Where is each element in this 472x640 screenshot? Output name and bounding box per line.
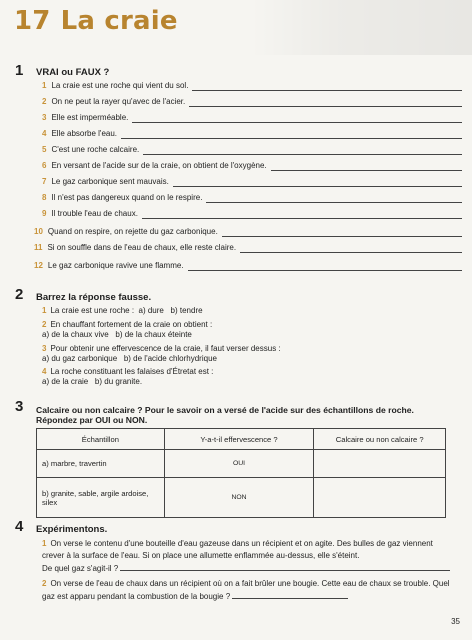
section-4-title: Expérimentons. (36, 524, 108, 535)
item-number: 8 (42, 193, 47, 202)
item-number: 10 (34, 227, 43, 236)
answer-line[interactable] (271, 163, 462, 171)
choice-item-1 (42, 306, 372, 316)
item-text: La craie est une roche qui vient du sol. (51, 81, 189, 90)
answer-line[interactable] (206, 195, 462, 203)
item-text: En versant de l'acide sur de la craie, on obtient de l'oxygène. (51, 161, 267, 170)
experiment-1-text: On verse le contenu d'une bouteille d'eau gazeuse dans un récipient et on agite. Des bulles de gaz viennent crever à la surface de l'eau. Si on place une allumette enflammée au-dessus, elle s'éteint. (42, 539, 433, 560)
section-3-title-line2: Répondez par OUI ou NON. (36, 415, 148, 425)
answer-line[interactable] (240, 245, 462, 253)
table-row (37, 478, 446, 518)
answer-line[interactable] (188, 263, 462, 271)
choice-options[interactable]: a) du gaz carbonique b) de l'acide chlorhydrique (42, 354, 217, 363)
choice-question: La craie est une roche : (50, 306, 135, 315)
vf-item-9 (42, 209, 462, 219)
answer-line[interactable] (173, 179, 462, 187)
col-header-sample: Échantillon (37, 429, 165, 450)
section-3-title-line1: Calcaire ou non calcaire ? Pour le savoir on a versé de l'acide sur des échantillons de roche. (36, 405, 414, 415)
item-number: 2 (42, 579, 47, 588)
show-through-shadow (250, 0, 472, 55)
item-number: 2 (42, 97, 47, 106)
vf-item-1 (42, 81, 462, 91)
section-1-title: VRAI ou FAUX ? (36, 67, 110, 78)
vf-item-11 (34, 243, 462, 253)
answer-line[interactable] (132, 115, 462, 123)
item-text: Elle est imperméable. (51, 113, 129, 122)
vf-item-4 (42, 129, 462, 139)
choice-question: Pour obtenir une effervescence de la craie, il faut verser dessus : (50, 344, 281, 353)
answer-line[interactable] (222, 229, 462, 237)
vf-item-7 (42, 177, 462, 187)
item-number: 1 (42, 81, 47, 90)
effervescence-cell: OUI (164, 450, 314, 478)
item-number: 12 (34, 261, 43, 270)
item-number: 4 (42, 367, 47, 376)
item-text: On ne peut la rayer qu'avec de l'acier. (51, 97, 186, 106)
item-number: 9 (42, 209, 47, 218)
vf-item-5 (42, 145, 462, 155)
item-text: C'est une roche calcaire. (51, 145, 140, 154)
section-1-number: 1 (15, 62, 24, 79)
col-header-effervescence: Y-a-t-il effervescence ? (164, 429, 314, 450)
choice-options[interactable]: a) de la craie b) du granite. (42, 377, 143, 386)
item-number: 1 (42, 306, 47, 315)
experiment-1 (42, 538, 456, 575)
effervescence-cell: NON (164, 478, 314, 518)
answer-line[interactable] (143, 147, 462, 155)
item-text: Elle absorbe l'eau. (51, 129, 118, 138)
item-text: Il trouble l'eau de chaux. (51, 209, 138, 218)
page-number: 35 (451, 617, 460, 626)
table-row (37, 450, 446, 478)
item-number: 1 (42, 539, 47, 548)
section-4-number: 4 (15, 518, 24, 535)
section-2-title: Barrez la réponse fausse. (36, 292, 152, 303)
vf-item-12 (34, 261, 462, 271)
answer-line[interactable] (120, 562, 450, 571)
vf-item-10 (34, 227, 462, 237)
sample-cell: b) granite, sable, argile ardoise, silex (37, 478, 165, 518)
item-number: 5 (42, 145, 47, 154)
section-2-number: 2 (15, 286, 24, 303)
choice-item-2 (42, 320, 372, 340)
answer-line[interactable] (232, 590, 348, 599)
experiment-2-text: On verse de l'eau de chaux dans un récipient où on a fait brûler une bougie. Cette eau de chaux se trouble. Quel gaz est apparu pendant la combustion de la bougie ? (42, 579, 450, 601)
item-text: Le gaz carbonique sent mauvais. (51, 177, 169, 186)
item-number: 6 (42, 161, 47, 170)
calcaire-answer-cell[interactable] (314, 478, 446, 518)
experiment-1-question: De quel gaz s'agit-il ? (42, 564, 119, 573)
choice-options[interactable]: a) de la chaux vive b) de la chaux éteinte (42, 330, 192, 339)
choice-question: En chauffant fortement de la craie on obtient : (50, 320, 213, 329)
vf-item-8 (42, 193, 462, 203)
item-number: 4 (42, 129, 47, 138)
item-text: Si on souffle dans de l'eau de chaux, elle reste claire. (47, 243, 237, 252)
item-number: 2 (42, 320, 47, 329)
vf-item-2 (42, 97, 462, 107)
vf-item-6 (42, 161, 462, 171)
answer-line[interactable] (142, 211, 462, 219)
item-text: Quand on respire, on rejette du gaz carbonique. (47, 227, 218, 236)
page-title (14, 6, 178, 36)
calcaire-answer-cell[interactable] (314, 450, 446, 478)
choice-question: La roche constituant les falaises d'Étretat est : (50, 367, 214, 376)
table-header-row (37, 429, 446, 450)
vf-item-3 (42, 113, 462, 123)
effervescence-table (36, 428, 446, 518)
item-number: 3 (42, 344, 47, 353)
answer-line[interactable] (121, 131, 462, 139)
item-number: 7 (42, 177, 47, 186)
choice-options[interactable]: a) dure b) tendre (138, 306, 203, 315)
choice-item-4 (42, 367, 372, 387)
item-number: 3 (42, 113, 47, 122)
chapter-title: La craie (60, 6, 178, 36)
col-header-calcaire: Calcaire ou non calcaire ? (314, 429, 446, 450)
sample-cell: a) marbre, travertin (37, 450, 165, 478)
section-3-title (36, 405, 462, 425)
chapter-number: 17 (14, 6, 51, 36)
answer-line[interactable] (192, 83, 462, 91)
item-text: Il n'est pas dangereux quand on le respire. (51, 193, 203, 202)
item-number: 11 (34, 243, 43, 252)
answer-line[interactable] (189, 99, 462, 107)
experiment-2 (42, 578, 456, 603)
section-3-number: 3 (15, 398, 24, 415)
choice-item-3 (42, 344, 372, 364)
item-text: Le gaz carbonique ravive une flamme. (47, 261, 184, 270)
